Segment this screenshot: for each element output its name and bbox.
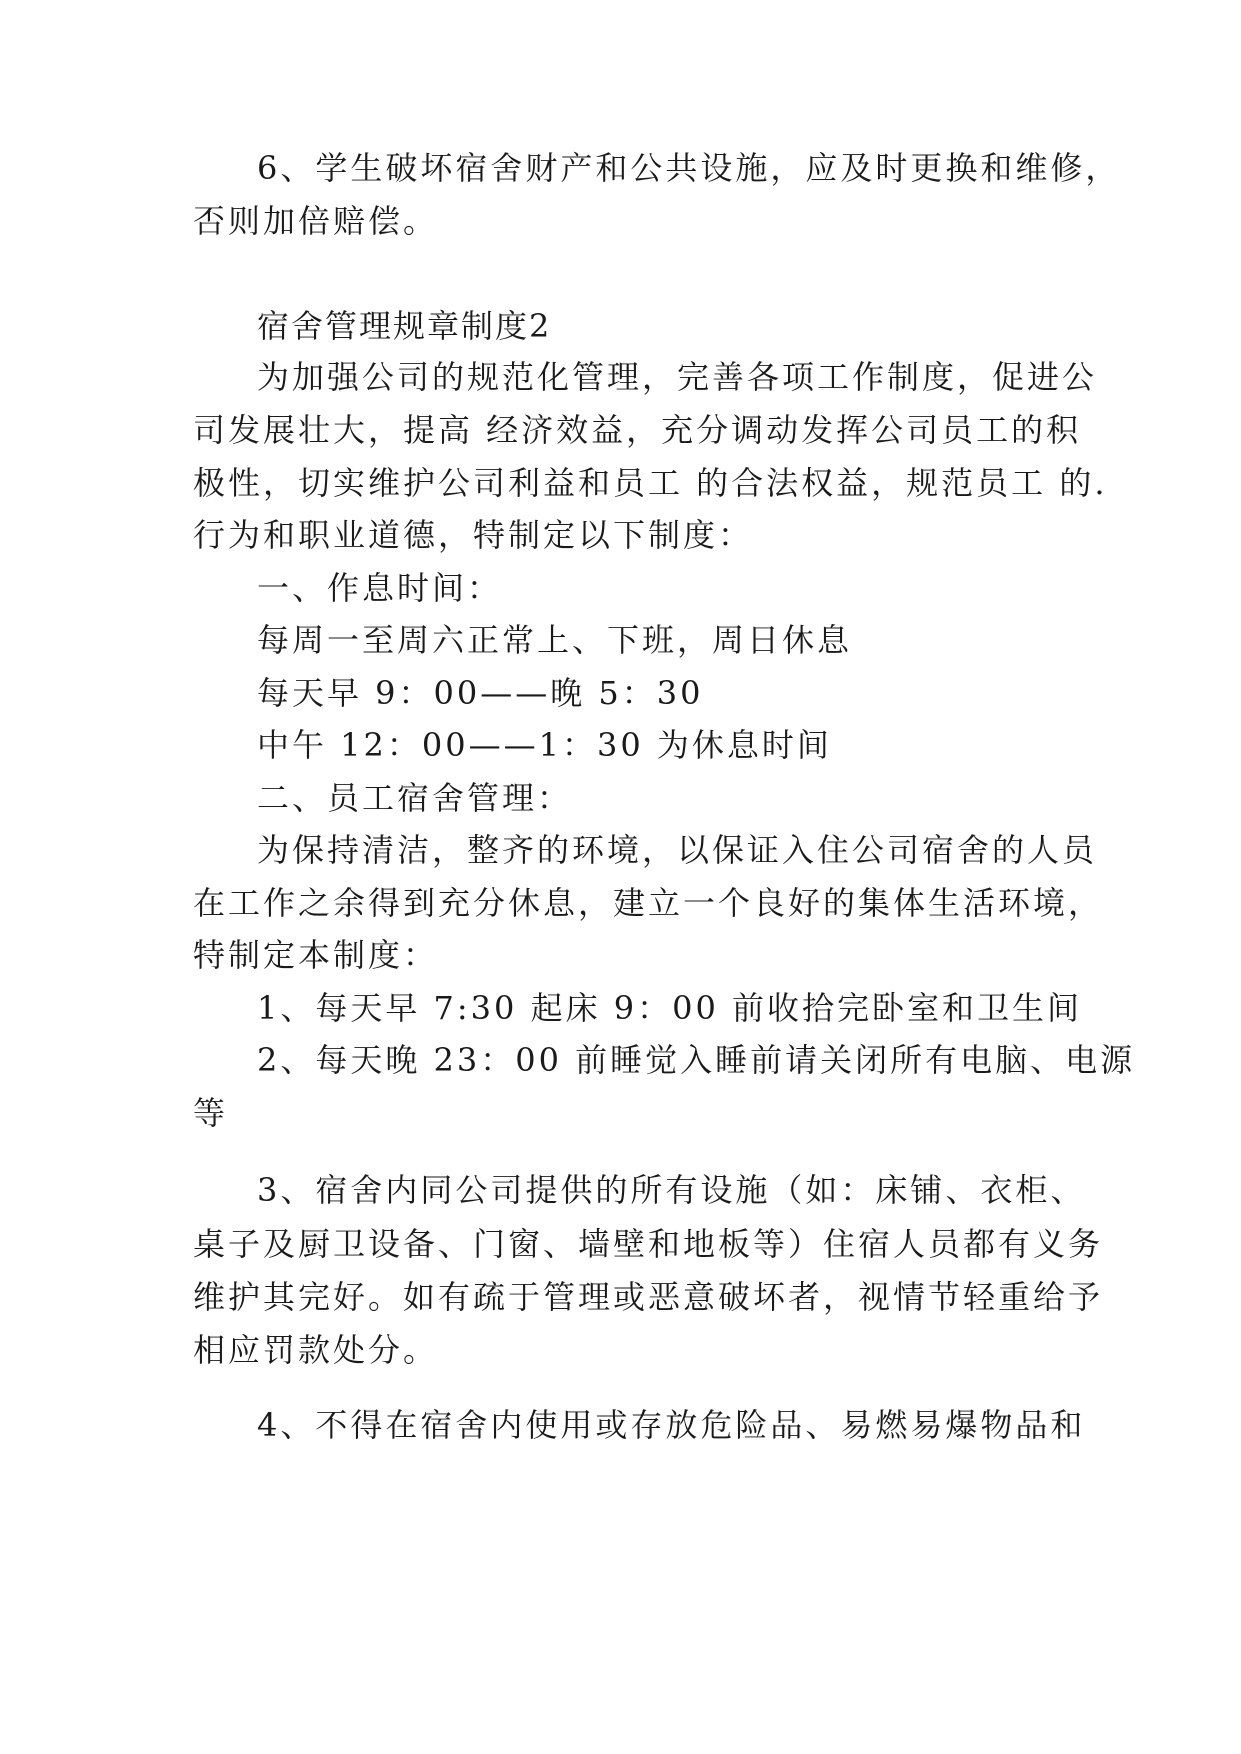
paragraph-line: 2、每天晚 23：00 前睡觉入睡前请关闭所有电脑、电源	[257, 1041, 1136, 1079]
paragraph-line: 行为和职业道德，特制定以下制度：	[193, 516, 754, 554]
paragraph-line: 4、不得在宿舍内使用或存放危险品、易燃易爆物品和	[257, 1406, 1086, 1444]
paragraph-line: 中午 12：00——1：30 为休息时间	[257, 726, 832, 764]
paragraph-line: 在工作之余得到充分休息，建立一个良好的集体生活环境，	[193, 884, 1104, 922]
section-title: 宿舍管理规章制度2	[257, 307, 552, 345]
paragraph-line: 极性，切实维护公司利益和员工 的合法权益，规范员工 的.	[193, 464, 1108, 502]
paragraph-line: 3、宿舍内同公司提供的所有设施（如：床铺、衣柜、	[257, 1171, 1086, 1209]
paragraph-line: 相应罚款处分。	[193, 1331, 439, 1369]
paragraph-line: 每天早 9：00——晚 5：30	[257, 674, 704, 712]
paragraph-line: 等	[193, 1094, 229, 1132]
paragraph-line: 1、每天早 7:30 起床 9：00 前收拾完卧室和卫生间	[257, 989, 1082, 1027]
paragraph-line: 维护其完好。如有疏于管理或恶意破坏者，视情节轻重给予	[193, 1278, 1104, 1316]
paragraph-line: 为加强公司的规范化管理，完善各项工作制度，促进公	[257, 358, 1098, 396]
paragraph-line: 为保持清洁，整齐的环境，以保证入住公司宿舍的人员	[257, 831, 1098, 869]
heading-line: 一、作息时间：	[257, 569, 503, 607]
paragraph-line: 司发展壮大，提高 经济效益，充分调动发挥公司员工的积	[193, 411, 1082, 449]
paragraph-line: 否则加倍赔偿。	[193, 202, 439, 240]
heading-line: 二、员工宿舍管理：	[257, 779, 573, 817]
paragraph-line: 特制定本制度：	[193, 936, 439, 974]
paragraph-line: 桌子及厨卫设备、门窗、墙壁和地板等）住宿人员都有义务	[193, 1225, 1104, 1263]
paragraph-line: 每周一至周六正常上、下班，周日休息	[257, 621, 853, 659]
paragraph-line: 6、学生破坏宿舍财产和公共设施，应及时更换和维修，	[257, 149, 1121, 187]
